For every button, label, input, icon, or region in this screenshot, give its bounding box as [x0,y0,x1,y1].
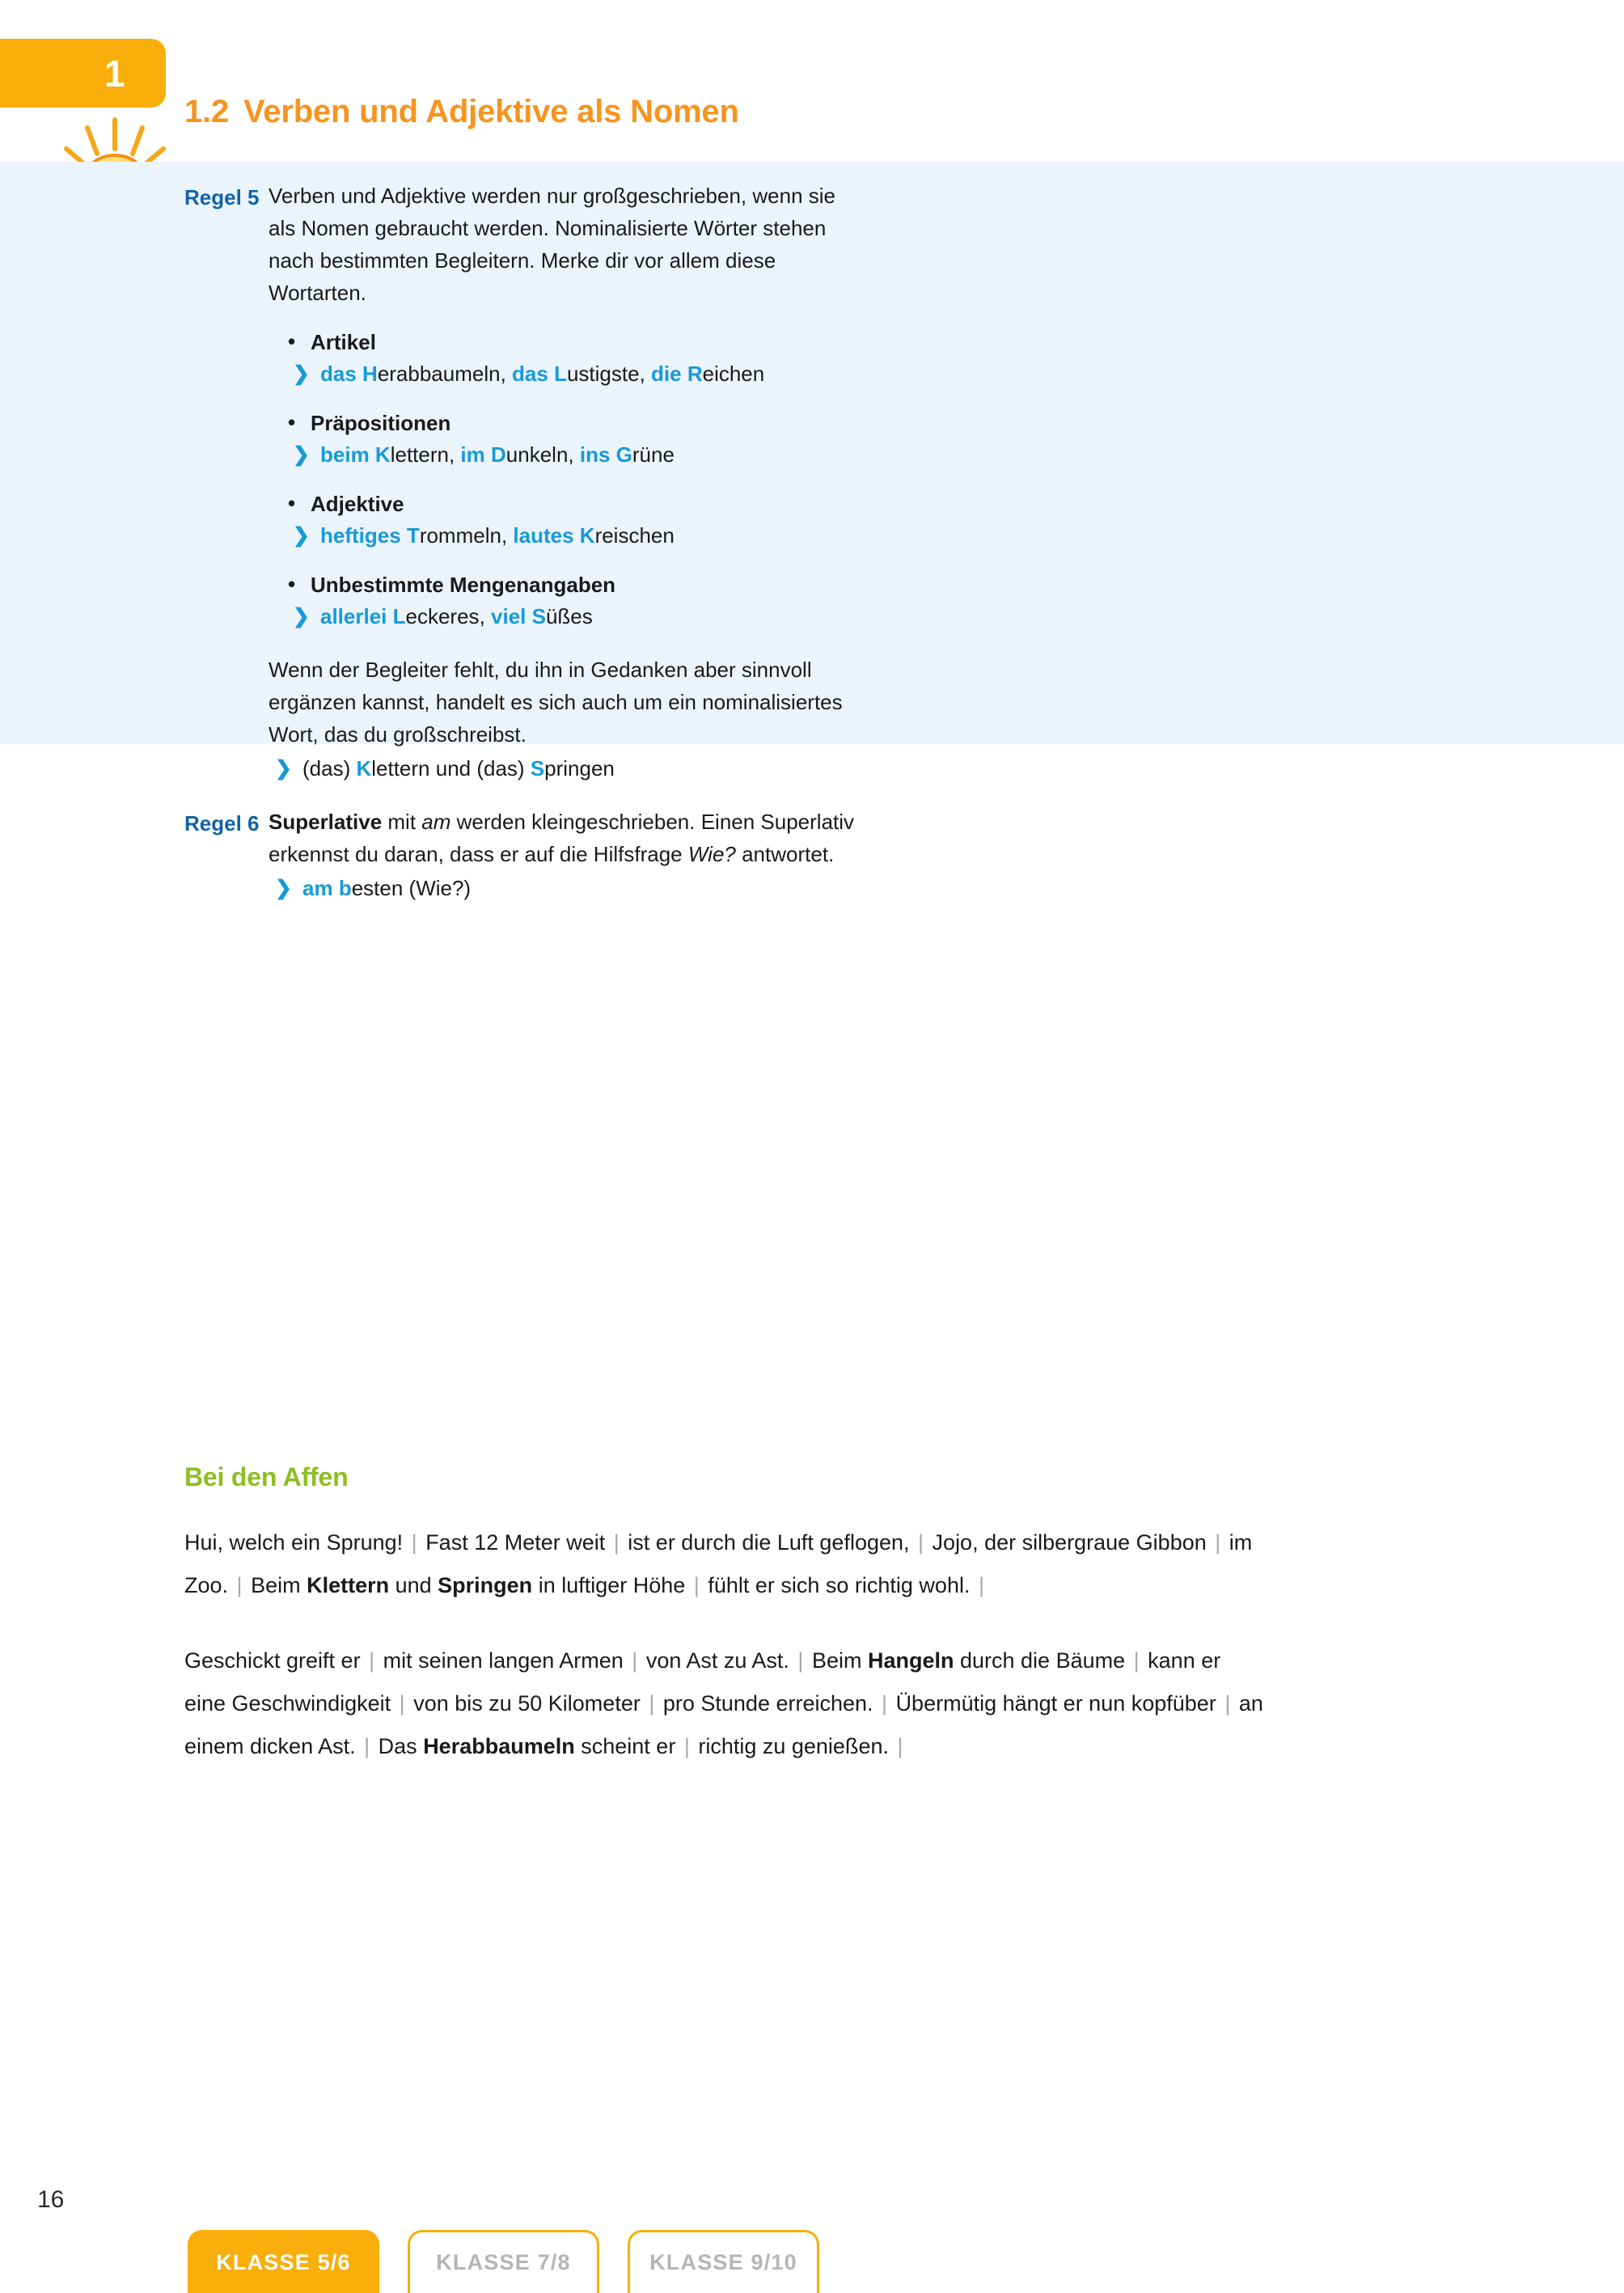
rule-6-example-marker: am [302,876,333,900]
example-comma: , [568,442,580,467]
rule-6-mid-1: mit [382,810,422,834]
chapter-number: 1 [104,52,125,95]
example-head-letter: L [392,604,406,628]
sentence-separator: | [230,1573,249,1597]
word-kind-examples [286,438,863,471]
exercise-text: Geschickt greift er [184,1648,361,1673]
nominalized-word: Klettern [307,1573,390,1597]
chevron-icon: ❯ [293,605,310,628]
exercise-text: an einem dicken Ast. [184,1691,1263,1758]
page-title-text: Verben und Adjektive als Nomen [243,94,739,129]
example-marker: ins [579,442,616,467]
sentence-separator: | [1208,1530,1227,1555]
exercise-text: ist er durch die Luft geflogen, [628,1530,910,1555]
word-kind-label: • Unbestimmte Mengenangaben [286,569,863,600]
rule-6-example-head: b [338,876,352,900]
example-rest: erabbaumeln [377,362,501,386]
exercise-text: und [389,1573,438,1597]
example-rest: reischen [594,523,675,548]
example-head-letter: K [374,442,391,467]
word-kind-item [286,569,863,632]
rule-6-italic-1: am [421,810,451,834]
example-marker: lautes [513,523,580,548]
example-rest: rommeln [419,523,501,548]
example-rest: eckeres [405,604,480,628]
word-kind-list [269,327,863,632]
word-kind-label: • Artikel [286,327,863,357]
example-comma: , [639,362,652,386]
exercise-text: im Zoo. [184,1530,1253,1597]
example-rest: rüne [632,442,675,467]
example-head-letter: L [554,362,567,386]
exercise-text: pro Stunde erreichen. [662,1691,873,1716]
sentence-separator: | [625,1648,644,1673]
example-head-letter: T [406,523,420,548]
example-marker: das [320,362,363,386]
example-text: lettern und (das) [371,756,531,781]
sentence-separator: | [911,1530,930,1555]
sentence-separator: | [1218,1691,1237,1716]
chevron-icon: ❯ [293,362,310,385]
exercise-text: Übermütig hängt er nun kopfüber [895,1691,1216,1716]
example-head-letter: K [356,756,372,781]
exercise-text: Fast 12 Meter weit [425,1530,606,1555]
exercise-text: Hui, welch ein Sprung! [184,1530,404,1555]
exercise-text: Beim [811,1648,868,1673]
exercise-text: richtig zu genießen. [698,1734,889,1758]
exercise-paragraph [184,1521,1264,1607]
example-head-letter: S [530,756,545,781]
page-title-number: 1.2 [184,94,230,129]
sentence-separator: | [393,1691,412,1716]
exercise-text: Das [378,1734,424,1758]
rule-6-example-rest: esten (Wie?) [351,876,472,900]
rule-6-label: Regel 6 [184,811,260,836]
exercise-text: von bis zu 50 Kilometer [413,1691,641,1716]
example-head-letter: R [687,362,703,386]
example-rest: unkeln [505,442,569,467]
nominalized-word: Herabbaumeln [423,1734,575,1758]
class-tab-klasse-9-10[interactable]: KLASSE 9/10 [628,2230,819,2293]
rule-6-example [269,872,863,904]
example-comma: , [448,442,461,467]
word-kind-item [286,408,863,471]
exercise-text: fühlt er sich so richtig wohl. [708,1573,971,1597]
example-marker: viel [491,604,532,628]
example-head-letter: H [362,362,378,386]
nominalized-word: Hangeln [867,1648,954,1673]
exercise-paragraph [184,1639,1264,1768]
exercise-text: in luftiger Höhe [532,1573,686,1597]
example-rest: lettern [390,442,449,467]
word-kind-examples [286,357,863,390]
rule-6 [184,806,1446,904]
example-text: pringen [544,756,615,781]
class-tab-group [188,2230,819,2293]
chapter-tab [0,39,166,108]
rule-6-text [269,806,863,870]
word-kind-item [286,489,863,552]
example-comma: , [501,523,514,548]
example-marker: beim [320,442,375,467]
example-head-letter: S [531,604,546,628]
chevron-icon: ❯ [293,524,310,547]
example-head-letter: D [491,442,506,467]
example-marker: das [512,362,555,386]
sentence-separator: | [678,1734,696,1758]
word-kind-examples [286,519,863,552]
example-text: (das) [302,756,357,781]
example-marker: heftiges [320,523,407,548]
chevron-icon: ❯ [275,877,292,899]
nominalized-word: Springen [438,1573,533,1597]
sentence-separator: | [687,1573,706,1597]
example-marker: die [651,362,687,386]
sentence-separator: | [405,1530,424,1555]
page-number: 16 [37,2186,65,2213]
rule-5-followup-example [269,752,863,785]
class-tab-klasse-5-6[interactable]: KLASSE 5/6 [188,2230,379,2293]
sentence-separator: | [357,1734,376,1758]
chevron-icon: ❯ [275,757,292,780]
example-marker: im [460,442,491,467]
example-head-letter: K [579,523,595,548]
rule-5 [184,180,1446,785]
rule-6-bold-term: Superlative [269,810,383,834]
sentence-separator: | [890,1734,903,1758]
page-title [184,94,739,130]
word-kind-item [286,327,863,390]
rule-6-mid-2: werden kleingeschrieben. Einen Superlativ erkennst du daran, dass er auf die Hilfsfrage [269,810,855,866]
rule-5-label: Regel 5 [184,185,260,209]
exercise-text: mit seinen langen Armen [383,1648,624,1673]
rule-5-text: Verben und Adjektive werden nur großgeschrieben, wenn sie als Nomen gebraucht werden. Nominalisierte Wörter stehen nach bestimmten Begleitern. Merke dir vor allem diese Wortarten. [269,184,835,305]
sentence-separator: | [791,1648,810,1673]
exercise-text: Jojo, der silbergraue Gibbon [932,1530,1207,1555]
sentence-separator: | [972,1573,984,1597]
example-comma: , [479,604,492,628]
class-tab-klasse-7-8[interactable]: KLASSE 7/8 [408,2230,599,2293]
exercise-text: kann er eine Geschwindigkeit [184,1648,1221,1716]
rule-6-mid-3: antwortet. [735,842,835,866]
exercise-section [184,1462,1446,1768]
word-kind-examples [286,600,863,632]
exercise-text: Beim [251,1573,307,1597]
sentence-separator: | [875,1691,894,1716]
example-rest: eichen [702,362,765,386]
sentence-separator: | [362,1648,381,1673]
word-kind-label: • Adjektive [286,489,863,519]
sentence-separator: | [1127,1648,1146,1673]
rule-panel [0,162,1624,900]
example-rest: üßes [545,604,593,628]
example-rest: ustigste [566,362,640,386]
example-comma: , [500,362,513,386]
exercise-text: durch die Bäume [954,1648,1126,1673]
exercise-text: scheint er [574,1734,676,1758]
sentence-separator: | [607,1530,626,1555]
example-marker: allerlei [320,604,393,628]
rule-5-followup-text: Wenn der Begleiter fehlt, du ihn in Gedanken aber sinnvoll ergänzen kannst, handelt es sich auch um ein nominalisiertes Wort, das du großschreibst. [269,658,843,747]
word-kind-label: • Präpositionen [286,408,863,438]
rule-6-italic-2: Wie? [687,842,736,866]
exercise-title: Bei den Affen [184,1462,349,1491]
exercise-text: von Ast zu Ast. [645,1648,789,1673]
chevron-icon: ❯ [293,443,310,466]
sentence-separator: | [642,1691,661,1716]
example-head-letter: G [615,442,632,467]
